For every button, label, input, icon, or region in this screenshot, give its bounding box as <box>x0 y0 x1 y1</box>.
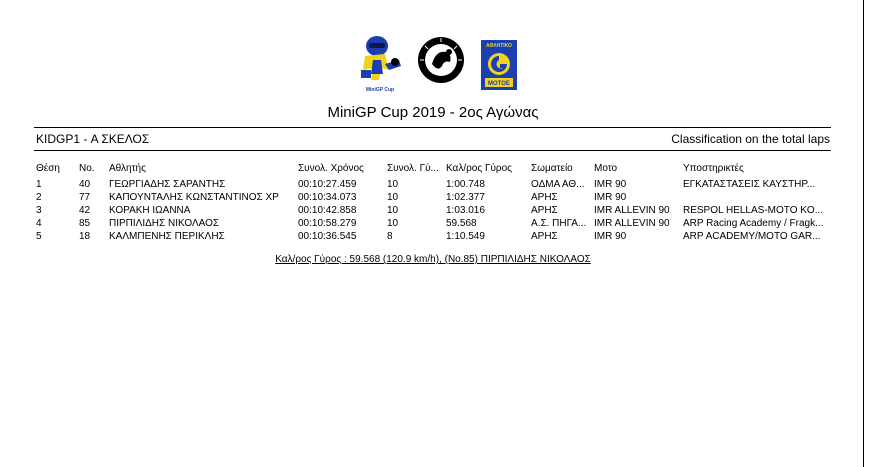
table-row <box>0 231 866 243</box>
cell-club: ΟΔΜΑ ΑΘ... <box>531 179 585 190</box>
header-total-laps: Συνολ. Γύ... <box>387 163 439 174</box>
cell-rider: ΓΕΩΡΓΙΑΔΗΣ ΣΑΡΑΝΤΗΣ <box>109 179 226 190</box>
divider-top <box>34 127 831 128</box>
cell-sponsors: ΕΓΚΑΤΑΣΤΑΣΕΙΣ ΚΑΥΣΤΗΡ... <box>683 179 816 190</box>
cell-moto: IMR ALLEVIN 90 <box>594 204 670 216</box>
cell-rider: ΚΑΠΟΥΝΤΑΛΗΣ ΚΩΝΣΤΑΝΤΙΝΟΣ ΧΡ <box>109 191 279 203</box>
minigp-logo <box>355 34 405 94</box>
cell-total-time: 00:10:58.279 <box>298 217 357 229</box>
cell-total-laps: 10 <box>387 179 399 190</box>
best-lap-summary-text: Καλ/ρος Γύρος : 59.568 (120.9 km/h), (No.85) ΠΙΡΠΙΛΙΔΗΣ ΝΙΚΟΛΑΟΣ <box>275 254 591 265</box>
header-number: No. <box>79 163 95 174</box>
cell-position: 3 <box>36 204 42 216</box>
cell-total-laps: 10 <box>387 204 399 216</box>
table-row <box>0 205 866 217</box>
cell-number: 40 <box>79 179 91 190</box>
cell-position: 5 <box>36 230 42 242</box>
header-best-lap: Καλ/ρος Γύρος <box>446 163 513 174</box>
table-row <box>0 218 866 230</box>
cell-best-lap: 59.568 <box>446 217 477 229</box>
cell-number: 77 <box>79 191 91 203</box>
cell-moto: IMR 90 <box>594 179 627 190</box>
cell-total-time: 00:10:27.459 <box>298 179 357 190</box>
svg-text:ΜΟΤΟΕ: ΜΟΤΟΕ <box>488 81 510 87</box>
header-sponsors: Υποστηρικτές <box>683 163 744 174</box>
header-moto: Μοτο <box>594 163 618 174</box>
logos <box>0 34 870 94</box>
cell-position: 1 <box>36 179 42 190</box>
table-row <box>0 192 866 204</box>
cell-number: 42 <box>79 204 91 216</box>
cell-sponsors: RESPOL HELLAS-MOTO KO... <box>683 204 824 216</box>
header-total-time: Συνολ. Χρόνος <box>298 163 364 174</box>
cell-total-laps: 10 <box>387 217 399 229</box>
svg-text:MiniGP Cup: MiniGP Cup <box>365 87 395 93</box>
cell-position: 2 <box>36 191 42 203</box>
cell-best-lap: 1:00.748 <box>446 179 485 190</box>
header-position: Θέση <box>36 163 60 174</box>
cell-rider: ΠΙΡΠΙΛΙΔΗΣ ΝΙΚΟΛΑΟΣ <box>109 217 220 229</box>
svg-text:ΑΘΛΗΤΙΚΟ: ΑΘΛΗΤΙΚΟ <box>486 43 512 49</box>
cell-total-laps: 10 <box>387 191 399 203</box>
cell-best-lap: 1:02.377 <box>446 191 485 203</box>
cell-rider: ΚΑΛΜΠΕΝΗΣ ΠΕΡΙΚΛΗΣ <box>109 230 225 242</box>
page-title: MiniGP Cup 2019 - 2ος Αγώνας <box>327 104 539 121</box>
cell-sponsors: ARP ACADEMY/MOTO GAR... <box>683 230 821 242</box>
divider-bottom <box>34 150 831 151</box>
header-rider: Αθλητής <box>109 163 146 174</box>
header-club: Σωματείο <box>531 163 573 174</box>
table-row <box>0 179 866 191</box>
cell-position: 4 <box>36 217 42 229</box>
cell-total-time: 00:10:34.073 <box>298 191 357 203</box>
cell-total-time: 00:10:42.858 <box>298 204 357 216</box>
cell-club: ΑΡΗΣ <box>531 204 558 216</box>
race-class-label: KIDGP1 - Α ΣΚΕΛΟΣ <box>36 132 150 146</box>
table-header <box>0 163 866 175</box>
cell-moto: IMR 90 <box>594 230 627 242</box>
cell-club: Α.Σ. ΠΗΓΑ... <box>531 217 587 229</box>
cell-rider: ΚΟΡΑΚΗ ΙΩΑΝΝΑ <box>109 204 191 216</box>
cell-best-lap: 1:03.016 <box>446 204 485 216</box>
motoe-logo <box>481 40 517 90</box>
cell-total-time: 00:10:36.545 <box>298 230 357 242</box>
club-emblem <box>416 34 466 86</box>
cell-total-laps: 8 <box>387 230 393 242</box>
cell-club: ΑΡΗΣ <box>531 230 558 242</box>
cell-best-lap: 1:10.549 <box>446 230 485 242</box>
cell-number: 18 <box>79 230 91 242</box>
cell-number: 85 <box>79 217 91 229</box>
cell-club: ΑΡΗΣ <box>531 191 558 203</box>
best-lap-summary <box>0 254 866 265</box>
cell-sponsors: ARP Racing Academy / Fragk... <box>683 217 824 229</box>
cell-moto: IMR 90 <box>594 191 627 203</box>
classification-type-label: Classification on the total laps <box>671 132 830 146</box>
cell-moto: IMR ALLEVIN 90 <box>594 217 670 229</box>
